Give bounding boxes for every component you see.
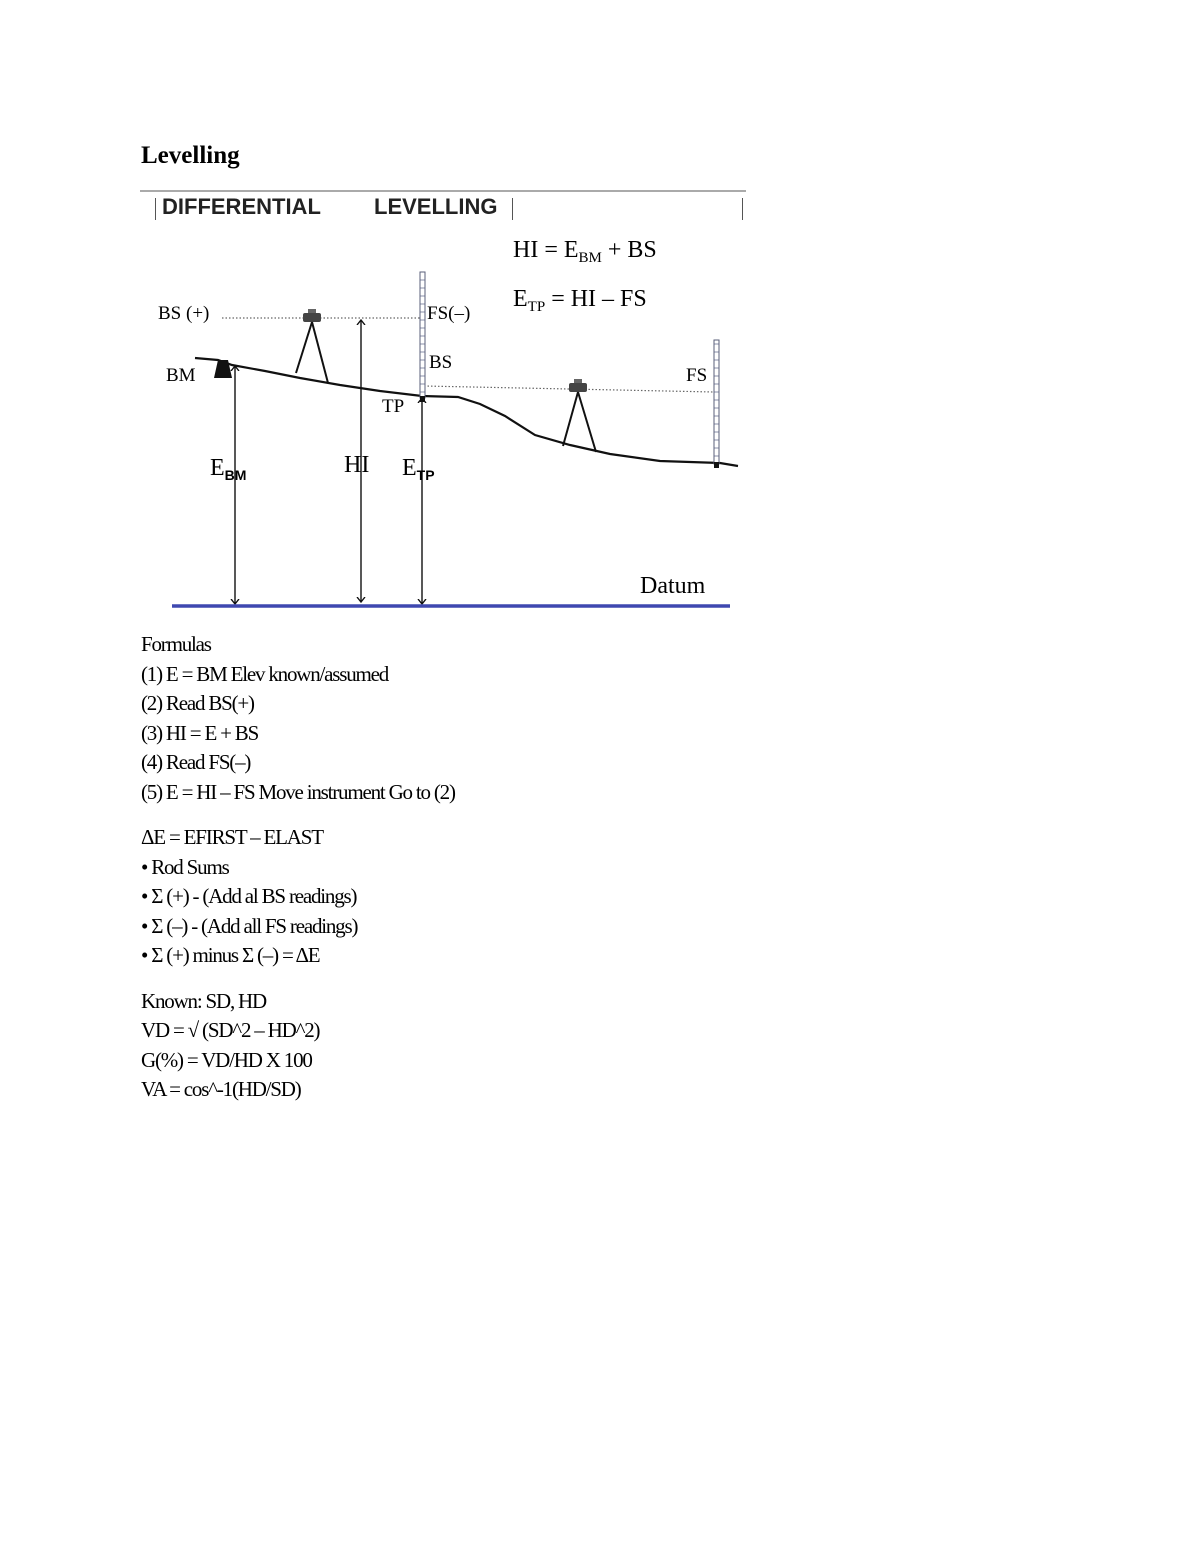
formula-step: (1) E = BM Elev known/assumed xyxy=(141,661,389,686)
heading-levelling: LEVELLING xyxy=(374,194,498,219)
formula-etp: $E_{TP}$ = HI – FS xyxy=(513,286,647,315)
levelling-diagram xyxy=(140,188,750,613)
label-e-bm: $E_{BM}$ xyxy=(210,455,247,483)
rod-sums-item: • Σ (+) - (Add al BS readings) xyxy=(141,884,357,908)
slope-formula: VD = √ (SD^2 – HD^2) xyxy=(141,1018,320,1042)
slope-formula: G(%) = VD/HD X 100 xyxy=(141,1047,312,1072)
level-instrument-2 xyxy=(563,379,596,452)
header-separator-right xyxy=(742,198,743,220)
label-tp: TP xyxy=(382,396,405,417)
delta-e-line: ΔE = EFIRST – ELAST xyxy=(141,825,323,849)
rod-foresight xyxy=(714,340,719,464)
label-fs-minus: FS(–) xyxy=(427,303,471,324)
slope-known-line: Known: SD, HD xyxy=(141,988,266,1013)
benchmark-marker xyxy=(214,360,232,378)
header-separator-left xyxy=(155,198,156,220)
label-datum: Datum xyxy=(640,573,706,599)
formula-hi: HI = $E_{BM}$ + BS xyxy=(513,237,657,266)
label-bm: BM xyxy=(166,365,196,386)
heading-differential: DIFFERENTIAL xyxy=(162,194,321,219)
header-separator-middle xyxy=(512,198,513,220)
notes-heading: Formulas xyxy=(141,632,211,656)
slope-formula: VA = cos^-1(HD/SD) xyxy=(141,1077,301,1101)
rod-foot-fs xyxy=(714,462,719,468)
formula-step: (5) E = HI – FS Move instrument Go to (2) xyxy=(141,779,455,804)
label-e-tp: $E_{TP}$ xyxy=(402,455,435,483)
formula-step: (3) HI = E + BS xyxy=(141,720,259,745)
formula-step: (4) Read FS(–) xyxy=(141,750,251,774)
label-bs-plus: BS (+) xyxy=(158,303,210,324)
rod-sums-item: • Rod Sums xyxy=(141,854,229,879)
level-instrument-1 xyxy=(296,309,328,383)
label-hi: HI xyxy=(344,452,370,478)
rod-sums-item: • Σ (+) minus Σ (–) = ΔE xyxy=(141,943,320,967)
differential-levelling-figure xyxy=(140,188,750,613)
label-bs: BS xyxy=(429,352,453,373)
rod-turning-point xyxy=(420,272,425,398)
page-title: Levelling xyxy=(141,142,240,169)
formula-notes xyxy=(141,630,841,1105)
ground-profile xyxy=(195,358,738,466)
label-fs: FS xyxy=(686,365,708,386)
formula-step: (2) Read BS(+) xyxy=(141,691,254,715)
rod-sums-item: • Σ (–) - (Add all FS readings) xyxy=(141,913,358,938)
